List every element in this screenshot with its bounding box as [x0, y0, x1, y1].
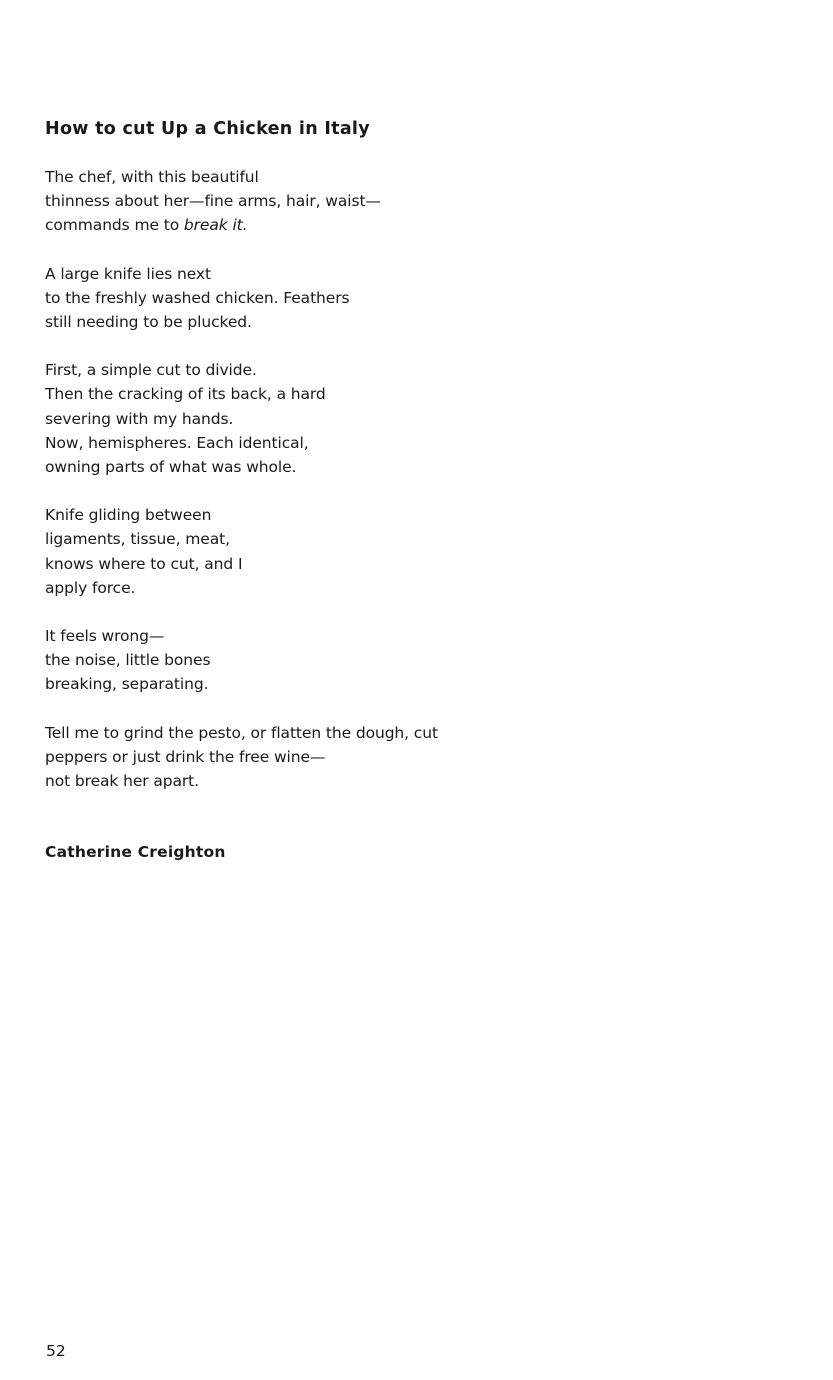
poem-line: the noise, little bones — [45, 651, 211, 670]
poem-title: How to cut Up a Chicken in Italy — [45, 119, 370, 139]
poem-line: knows where to cut, and I — [45, 554, 243, 573]
poem-author: Catherine Creighton — [45, 843, 226, 861]
page-number: 52 — [46, 1342, 66, 1360]
poem-line — [45, 213, 605, 237]
poem-line: Tell me to grind the pesto, or flatten the dough, cut — [45, 723, 438, 742]
poem-line: owning parts of what was whole. — [45, 458, 297, 477]
poem-line: Now, hemispheres. Each identical, — [45, 433, 309, 452]
poem-line: First, a simple cut to divide. — [45, 361, 257, 380]
italic-phrase: break it. — [183, 216, 248, 235]
poem-line-text: commands me to — [45, 216, 184, 235]
poem-line: not break her apart. — [45, 772, 199, 791]
stanza-1 — [45, 165, 605, 238]
poem-line: Then the cracking of its back, a hard — [45, 385, 326, 404]
poem-line: still needing to be plucked. — [45, 313, 252, 332]
poem-line: ligaments, tissue, meat, — [45, 530, 230, 549]
stanza-4 — [45, 503, 605, 600]
poem-line: Knife gliding between — [45, 506, 212, 525]
stanza-3 — [45, 358, 605, 479]
poem-line: The chef, with this beautiful — [45, 168, 259, 186]
poem-line: severing with my hands. — [45, 409, 234, 428]
stanza-5 — [45, 624, 605, 697]
poem-body — [45, 165, 605, 817]
poem-line: apply force. — [45, 578, 136, 597]
poem-line: A large knife lies next — [45, 264, 211, 283]
stanza-2 — [45, 262, 605, 335]
poem-line: It feels wrong— — [45, 627, 165, 646]
stanza-6 — [45, 721, 605, 794]
poem-line: peppers or just drink the free wine— — [45, 747, 326, 766]
poem-line: breaking, separating. — [45, 675, 209, 694]
poem-line: thinness about her—fine arms, hair, waist— — [45, 192, 381, 211]
poem-line: to the freshly washed chicken. Feathers — [45, 288, 350, 307]
